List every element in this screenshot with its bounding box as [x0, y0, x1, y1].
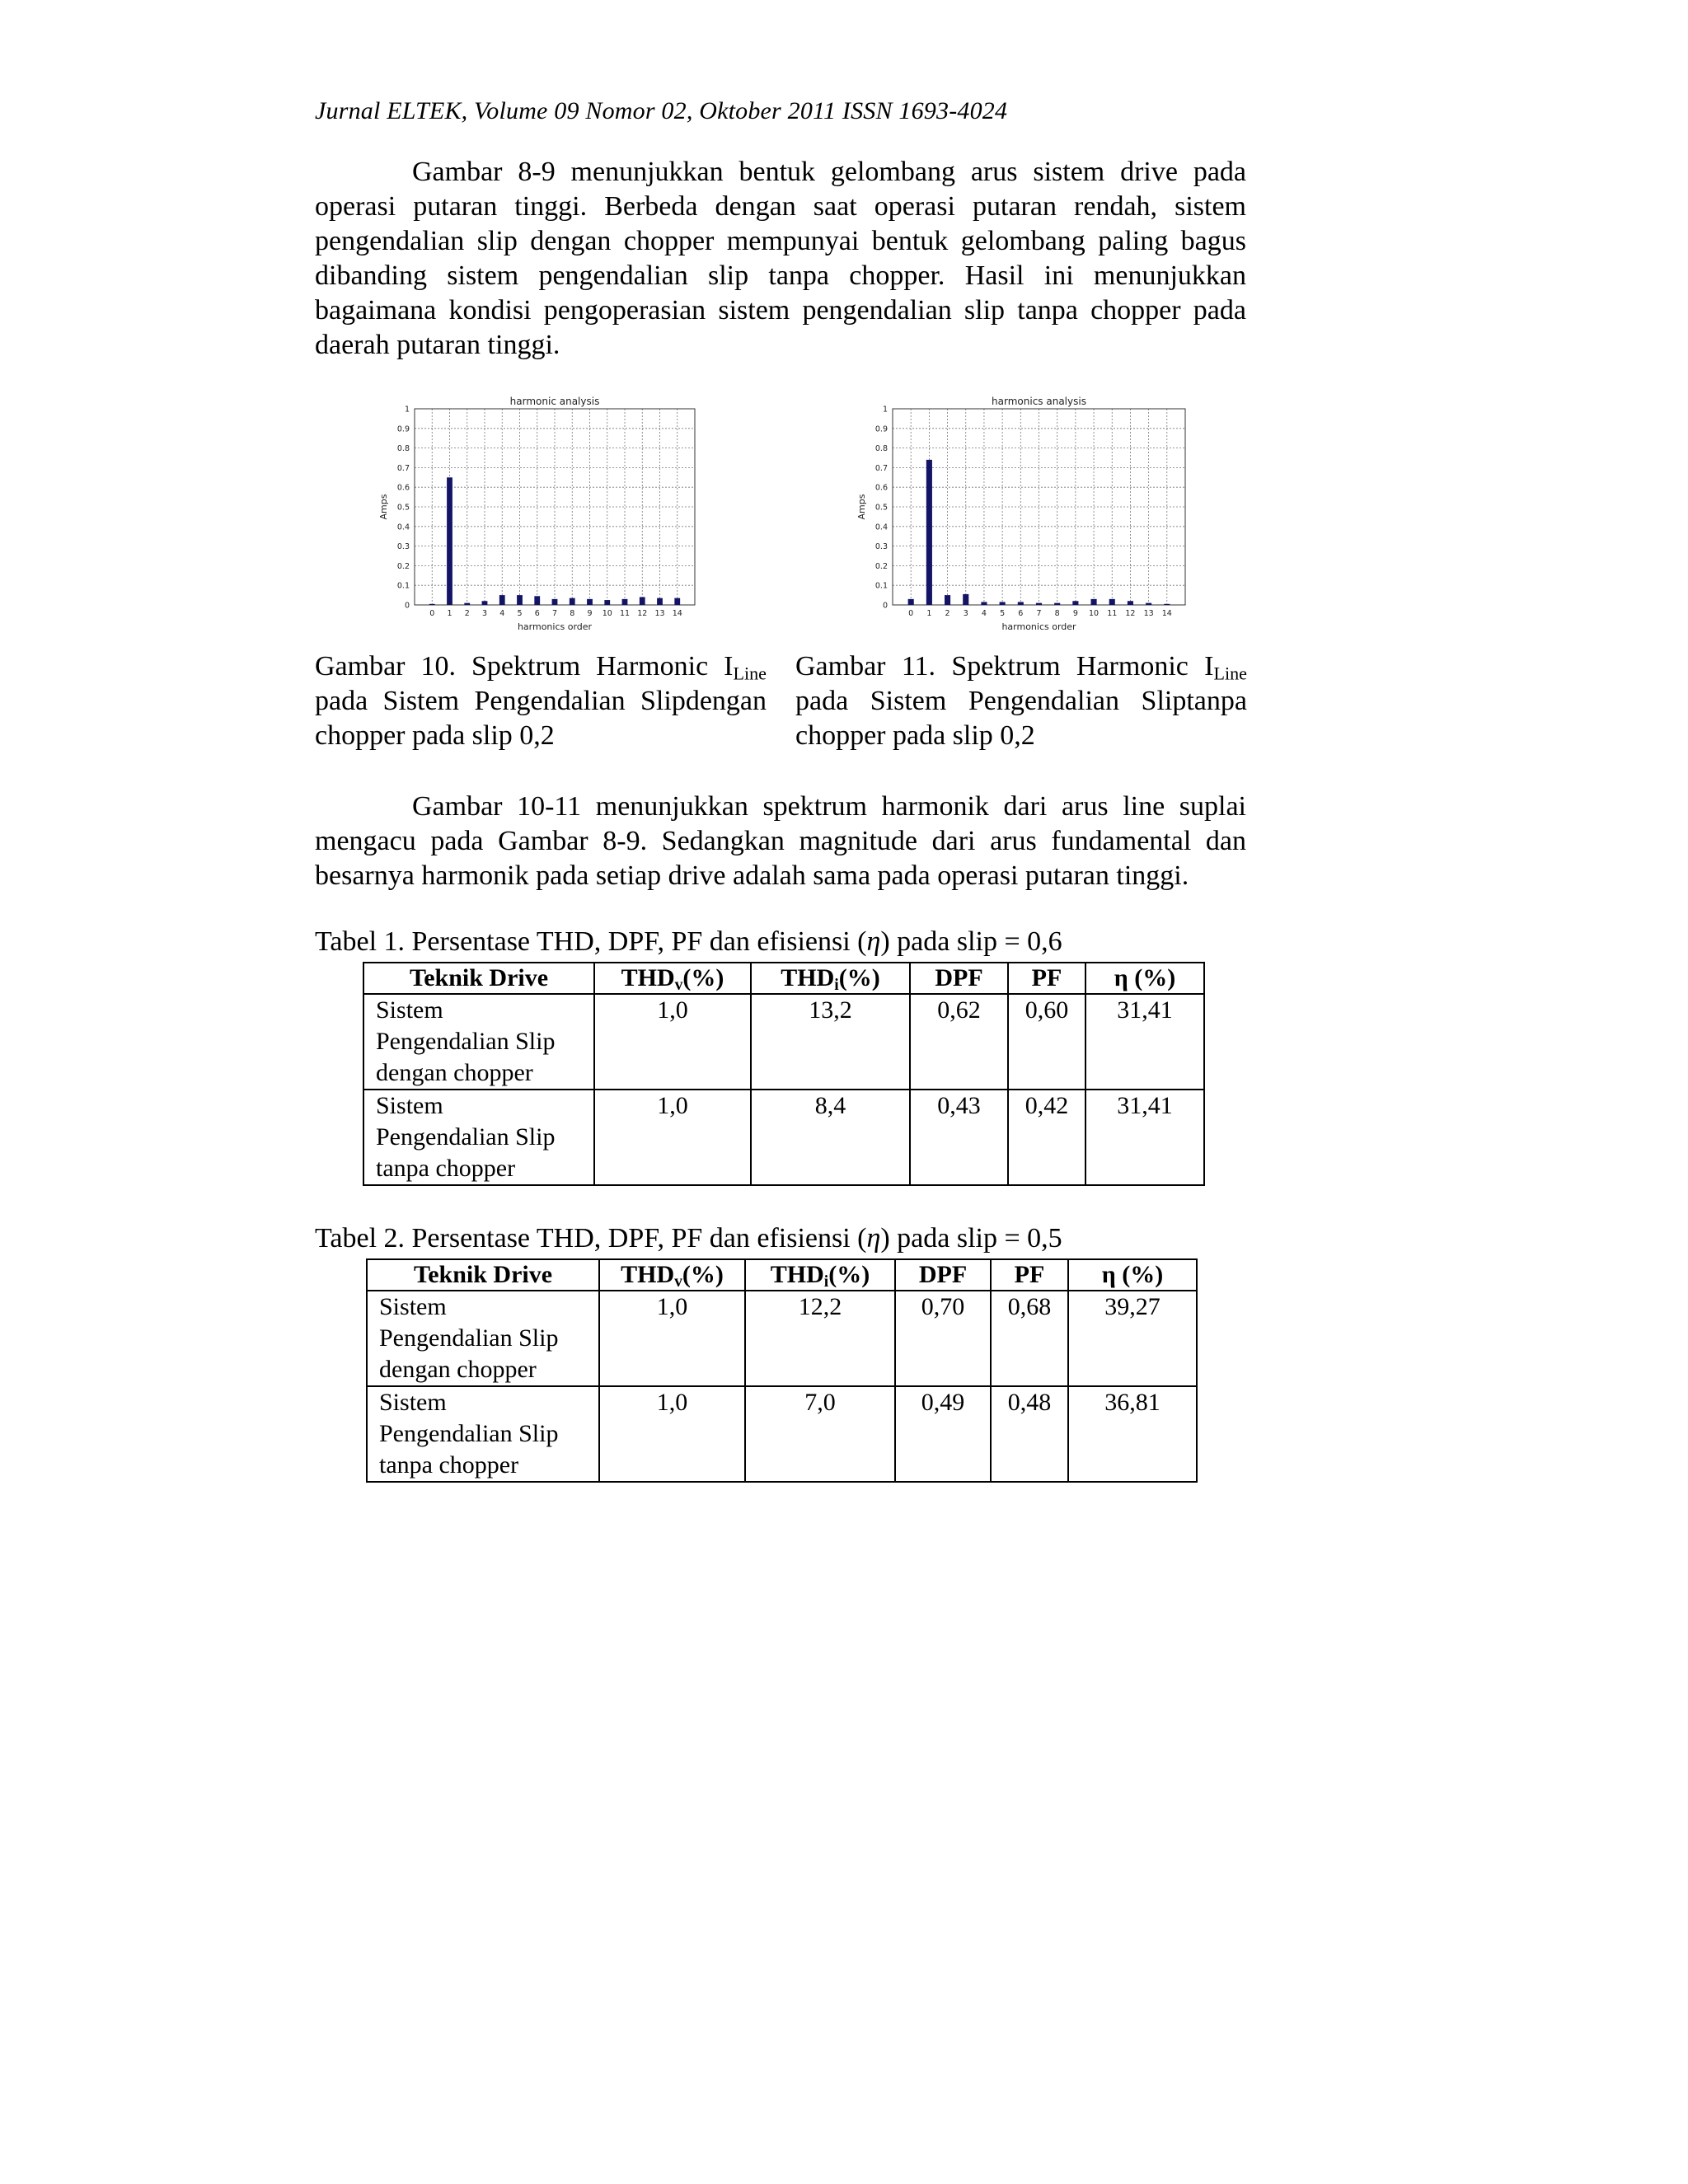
- col-thdv: $THD_v(\%)$: [594, 963, 751, 994]
- table-cell: Sistem Pengendalian Slip tanpa chopper: [363, 1090, 594, 1185]
- paragraph-figures-10-11: Gambar 10-11 menunjukkan spektrum harmonik dari arus line suplai mengacu pada Gambar 8-9. Sedangkan magnitude dari arus fundamental dan besarnya harmonik pada setiap drive adalah sama pada operasi putaran tinggi.: [315, 791, 1246, 891]
- table-cell: Sistem Pengendalian Slip dengan chopper: [367, 1291, 599, 1386]
- y-tick-label: 0.9: [874, 424, 888, 434]
- x-tick-label: 5: [517, 609, 523, 618]
- table-cell: 31,41: [1085, 994, 1204, 1090]
- table-cell: 0,60: [1008, 994, 1085, 1090]
- bar: [1018, 602, 1024, 605]
- col-teknik-drive: Teknik Drive: [367, 1259, 599, 1291]
- table-cell: 12,2: [745, 1291, 895, 1386]
- y-tick-label: 0.6: [396, 483, 410, 493]
- y-tick-label: 0.5: [396, 503, 410, 513]
- bar: [622, 599, 628, 605]
- bar: [1091, 599, 1097, 605]
- table-cell: 7,0: [745, 1386, 895, 1482]
- table-row: [367, 1386, 1197, 1482]
- y-tick-label: 0.4: [396, 523, 410, 532]
- x-tick-label: 10: [1089, 609, 1100, 618]
- y-tick-label: 0.7: [874, 463, 888, 473]
- bar: [981, 602, 987, 605]
- bar: [657, 598, 663, 605]
- x-tick-label: 2: [945, 609, 950, 618]
- bar: [640, 597, 645, 605]
- table-cell: Sistem Pengendalian Slip dengan chopper: [363, 994, 594, 1090]
- x-tick-label: 12: [637, 609, 648, 618]
- bar: [674, 598, 680, 605]
- y-tick-label: 1: [404, 405, 410, 415]
- table-row: [367, 1291, 1197, 1386]
- col-pf: PF: [1008, 963, 1085, 994]
- bar: [604, 600, 610, 605]
- table-cell: 1,0: [594, 1090, 751, 1185]
- table-2: [366, 1258, 1198, 1483]
- bar: [552, 599, 558, 605]
- x-tick-label: 14: [1161, 609, 1172, 618]
- bar: [963, 594, 968, 605]
- table-cell: 0,62: [910, 994, 1008, 1090]
- col-dpf: DPF: [910, 963, 1008, 994]
- chart-title: harmonics analysis: [992, 396, 1086, 407]
- bar: [1072, 601, 1078, 605]
- bar: [1054, 603, 1060, 605]
- table-1-title: Tabel 1. Persentase THD, DPF, PF dan efisiensi (η) pada slip = 0,6: [315, 926, 1062, 957]
- bar: [534, 596, 540, 605]
- bar: [1128, 601, 1133, 605]
- figure-10-chart: [375, 394, 705, 635]
- table-cell: 0,49: [895, 1386, 991, 1482]
- col-thdv: $THD_v(\%)$: [599, 1259, 745, 1291]
- table-row: [363, 1090, 1204, 1185]
- harmonic-spectrum-chart-2: [853, 394, 1195, 635]
- y-tick-label: 0: [404, 601, 410, 611]
- x-tick-label: 13: [654, 609, 665, 618]
- bar: [429, 604, 435, 605]
- x-tick-label: 0: [908, 609, 914, 618]
- x-tick-label: 8: [570, 609, 575, 618]
- y-axis-label: Amps: [856, 494, 867, 520]
- x-tick-label: 0: [429, 609, 435, 618]
- col-thdi: $THD_i(\%)$: [745, 1259, 895, 1291]
- bar: [926, 460, 932, 605]
- x-tick-label: 1: [447, 609, 452, 618]
- table-cell: 0,70: [895, 1291, 991, 1386]
- table-header-row: [363, 963, 1204, 994]
- table-cell: 31,41: [1085, 1090, 1204, 1185]
- table-row: [363, 994, 1204, 1090]
- bar: [447, 477, 452, 605]
- col-eta: η (%): [1085, 963, 1204, 994]
- bar: [1109, 599, 1115, 605]
- y-tick-label: 0.4: [874, 523, 888, 532]
- x-tick-label: 10: [602, 609, 612, 618]
- bar: [1000, 602, 1006, 605]
- col-dpf: DPF: [895, 1259, 991, 1291]
- figure-10-caption: Gambar 10. Spektrum Harmonic $I_{Line}$ pada Sistem Pengendalian Slipdengan chopper pada slip 0,2: [315, 651, 767, 751]
- y-axis-label: Amps: [378, 494, 389, 520]
- bar: [1164, 604, 1170, 605]
- x-tick-label: 6: [534, 609, 540, 618]
- col-thdi: $THD_i(\%)$: [751, 963, 910, 994]
- bar: [945, 595, 950, 605]
- y-tick-label: 0.1: [396, 581, 410, 591]
- x-tick-label: 4: [981, 609, 987, 618]
- table-cell: 0,42: [1008, 1090, 1085, 1185]
- bar: [1036, 603, 1042, 605]
- y-tick-label: 0.8: [396, 444, 410, 454]
- x-tick-label: 9: [1072, 609, 1078, 618]
- x-tick-label: 6: [1018, 609, 1024, 618]
- x-tick-label: 13: [1143, 609, 1154, 618]
- table-header-row: [367, 1259, 1197, 1291]
- table-cell: 36,81: [1068, 1386, 1197, 1482]
- table-cell: Sistem Pengendalian Slip tanpa chopper: [367, 1386, 599, 1482]
- x-tick-label: 2: [464, 609, 470, 618]
- y-tick-label: 0.2: [396, 561, 410, 571]
- table-cell: 1,0: [594, 994, 751, 1090]
- harmonic-spectrum-chart-1: [375, 394, 705, 635]
- table-2-title: Tabel 2. Persentase THD, DPF, PF dan efisiensi (η) pada slip = 0,5: [315, 1223, 1062, 1254]
- x-tick-label: 3: [963, 609, 968, 618]
- y-tick-label: 0.5: [874, 503, 888, 513]
- y-tick-label: 0.9: [396, 424, 410, 434]
- bar: [1146, 603, 1151, 605]
- col-pf: PF: [991, 1259, 1068, 1291]
- y-tick-label: 0.2: [874, 561, 888, 571]
- x-tick-label: 11: [619, 609, 631, 618]
- x-tick-label: 7: [551, 609, 558, 618]
- table-cell: 1,0: [599, 1386, 745, 1482]
- x-tick-label: 4: [499, 609, 505, 618]
- chart-title: harmonic analysis: [509, 396, 600, 407]
- paragraph-figures-8-9: Gambar 8-9 menunjukkan bentuk gelombang arus sistem drive pada operasi putaran tinggi. Berbeda dengan saat operasi putaran rendah, sistem pengendalian slip dengan chopper mempunyai bentuk gelombang paling bagus dibanding sistem pengendalian slip tanpa chopper. Hasil ini menunjukkan bagaimana kondisi pengoperasian sistem pengendalian slip tanpa chopper pada daerah putaran tinggi.: [315, 157, 1246, 360]
- figure-11-caption: Gambar 11. Spektrum Harmonic $I_{Line}$ pada Sistem Pengendalian Sliptanpa chopper pada slip 0,2: [795, 651, 1247, 751]
- table-cell: 8,4: [751, 1090, 910, 1185]
- figure-11-chart: [853, 394, 1195, 635]
- bar: [570, 598, 575, 605]
- x-tick-label: 3: [481, 609, 488, 618]
- table-cell: 1,0: [599, 1291, 745, 1386]
- y-tick-label: 0.3: [396, 542, 410, 552]
- x-tick-label: 11: [1107, 609, 1118, 618]
- table-cell: 0,43: [910, 1090, 1008, 1185]
- journal-header: Jurnal ELTEK, Volume 09 Nomor 02, Oktober 2011 ISSN 1693-4024: [315, 97, 1008, 124]
- x-tick-label: 8: [1054, 609, 1060, 618]
- col-teknik-drive: Teknik Drive: [363, 963, 594, 994]
- x-tick-label: 14: [672, 609, 682, 618]
- x-axis-label: harmonics order: [1001, 621, 1076, 632]
- x-tick-label: 9: [587, 609, 593, 618]
- x-tick-label: 1: [926, 609, 932, 618]
- y-tick-label: 0.3: [874, 542, 888, 552]
- y-tick-label: 0.1: [874, 581, 888, 591]
- table-1: [363, 962, 1205, 1186]
- y-tick-label: 0: [882, 601, 888, 611]
- bar: [587, 599, 593, 605]
- table-cell: 39,27: [1068, 1291, 1197, 1386]
- y-tick-label: 0.7: [396, 463, 410, 473]
- bar: [517, 595, 523, 605]
- col-eta: η (%): [1068, 1259, 1197, 1291]
- table-cell: 13,2: [751, 994, 910, 1090]
- bar: [908, 599, 914, 605]
- x-tick-label: 5: [1000, 609, 1006, 618]
- y-tick-label: 0.8: [874, 444, 888, 454]
- table-cell: 0,68: [991, 1291, 1068, 1386]
- x-tick-label: 7: [1036, 609, 1042, 618]
- bar: [482, 601, 488, 605]
- x-tick-label: 12: [1125, 609, 1136, 618]
- bar: [464, 603, 470, 605]
- bar: [499, 595, 505, 605]
- x-axis-label: harmonics order: [517, 621, 593, 632]
- y-tick-label: 1: [882, 405, 888, 415]
- y-tick-label: 0.6: [874, 483, 888, 493]
- table-cell: 0,48: [991, 1386, 1068, 1482]
